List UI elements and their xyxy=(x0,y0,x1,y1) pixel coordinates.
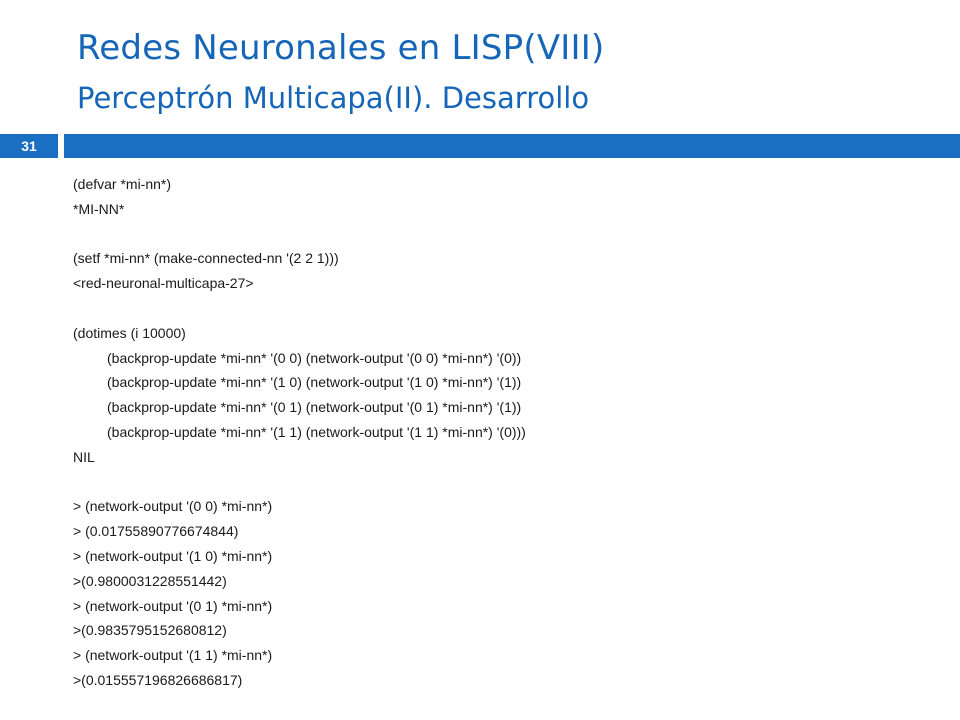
slide-title: Redes Neuronales en LISP(VIII) xyxy=(77,28,605,68)
code-line-output-call-00: > (network-output '(0 0) *mi-nn*) xyxy=(73,498,273,515)
slide-subtitle: Perceptrón Multicapa(II). Desarrollo xyxy=(77,81,590,115)
code-line-defvar-result: *MI-NN* xyxy=(73,200,125,217)
code-line-backprop-01: (backprop-update *mi-nn* '(0 1) (network-output '(0 1) *mi-nn*) '(1)) xyxy=(107,399,522,416)
code-line-setf-result: <red-neuronal-multicapa-27> xyxy=(73,275,254,292)
code-line-backprop-11: (backprop-update *mi-nn* '(1 1) (network-output '(1 1) *mi-nn*) '(0))) xyxy=(107,423,526,440)
code-line-setf: (setf *mi-nn* (make-connected-nn '(2 2 1))) xyxy=(73,250,339,267)
code-line-output-result-00: > (0.01755890776674844) xyxy=(73,523,239,540)
slide-number-badge: 31 xyxy=(0,134,58,158)
code-line-backprop-10: (backprop-update *mi-nn* '(1 0) (network-output '(1 0) *mi-nn*) '(1)) xyxy=(107,374,522,391)
code-line-output-result-01: >(0.9835795152680812) xyxy=(73,622,227,639)
code-line-blank xyxy=(73,222,933,247)
slide-title-block xyxy=(77,24,937,118)
code-line-dotimes-result: NIL xyxy=(73,448,95,465)
code-listing xyxy=(73,172,933,693)
code-line-defvar: (defvar *mi-nn*) xyxy=(73,176,172,192)
code-line-dotimes: (dotimes (i 10000) xyxy=(73,324,186,341)
code-line-backprop-00: (backprop-update *mi-nn* '(0 0) (network-output '(0 0) *mi-nn*) '(0)) xyxy=(107,349,522,366)
code-line-output-call-11: > (network-output '(1 1) *mi-nn*) xyxy=(73,647,273,664)
title-divider-bar xyxy=(64,134,960,158)
code-line-output-result-10: >(0.9800031228551442) xyxy=(73,572,227,589)
code-line-blank xyxy=(73,470,933,495)
code-line-blank xyxy=(73,296,933,321)
code-line-output-result-11: >(0.015557196826686817) xyxy=(73,671,243,688)
code-line-output-call-10: > (network-output '(1 0) *mi-nn*) xyxy=(73,547,273,564)
code-line-output-call-01: > (network-output '(0 1) *mi-nn*) xyxy=(73,597,273,614)
